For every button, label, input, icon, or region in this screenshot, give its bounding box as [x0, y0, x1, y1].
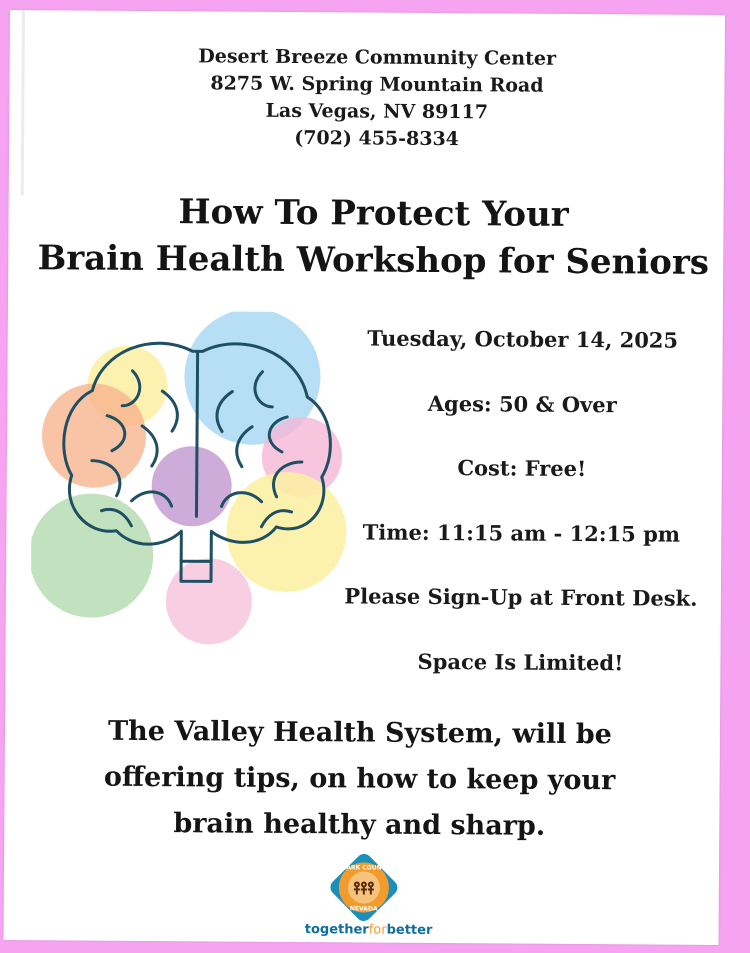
wordmark-better: better: [386, 922, 433, 938]
event-cost: Cost: Free!: [457, 455, 587, 482]
tagline-line-2: offering tips, on how to keep your: [103, 761, 616, 797]
title-line-1: How To Protect Your: [178, 192, 569, 235]
venue-city: Las Vegas, NV 89117: [265, 99, 489, 124]
logo-wordmark: [294, 922, 444, 938]
svg-text:CLARK COUNTY: CLARK COUNTY: [337, 864, 391, 872]
event-ages: Ages: 50 & Over: [427, 390, 617, 417]
event-limited: Space Is Limited!: [417, 648, 624, 675]
brain-illustration: [31, 310, 363, 652]
event-signup: Please Sign-Up at Front Desk.: [344, 583, 698, 611]
tagline-line-1: The Valley Health System, will be: [107, 715, 613, 751]
venue-address: 8275 W. Spring Mountain Road: [210, 72, 544, 97]
svg-text:NEVADA: NEVADA: [349, 905, 378, 913]
flyer-page: [4, 10, 725, 945]
clark-county-seal-logo: [324, 847, 405, 928]
title-line-2: Brain Health Workshop for Seniors: [37, 238, 710, 283]
wordmark-for: for: [368, 922, 387, 938]
workshop-title: [8, 188, 739, 287]
event-time: Time: 11:15 am - 12:15 pm: [362, 518, 681, 547]
wordmark-together: together: [304, 922, 369, 938]
tagline-line-3: brain healthy and sharp.: [173, 808, 546, 842]
venue-name: Desert Breeze Community Center: [198, 45, 557, 70]
event-details: [335, 322, 708, 712]
event-date: Tuesday, October 14, 2025: [367, 325, 679, 353]
venue-info: [9, 42, 745, 155]
venue-phone: (702) 455-8334: [294, 126, 460, 151]
tagline: [84, 709, 635, 851]
